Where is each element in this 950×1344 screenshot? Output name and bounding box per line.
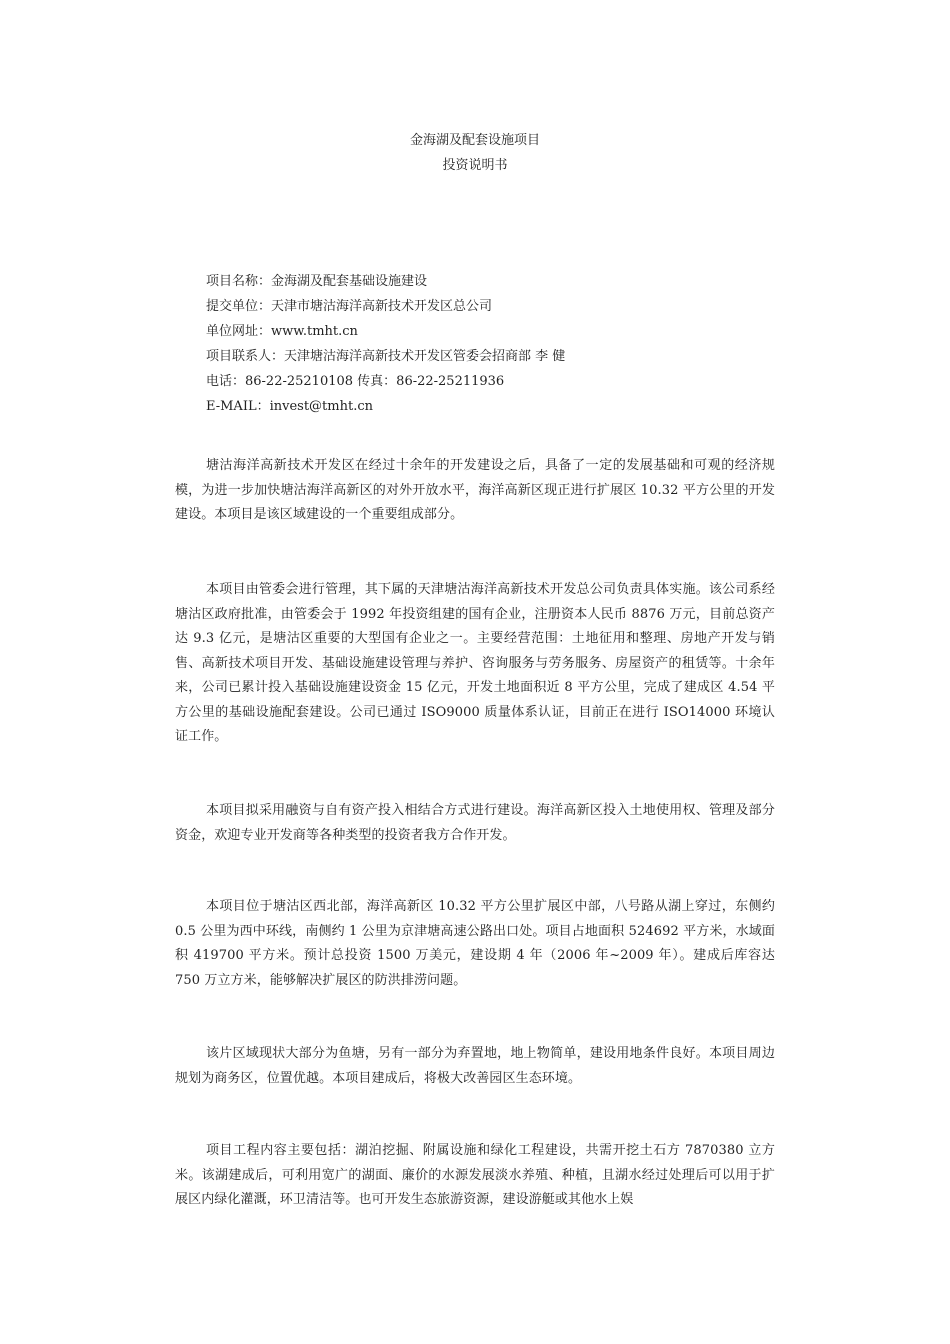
paragraph-financing-mode: 本项目拟采用融资与自有资产投入相结合方式进行建设。海洋高新区投入土地使用权、管理及部分资金，欢迎专业开发商等各种类型的投资者我方合作开发。 [175, 803, 775, 843]
paragraph-engineering-content: 项目工程内容主要包括：湖泊挖掘、附属设施和绿化工程建设，共需开挖土石方 7870380 立方米。该湖建成后，可利用宽广的湖面、廉价的水源发展淡水养殖、种植，且湖水经过处理后可以用于扩展区内绿化灌溉，环卫清洁等。也可开发生态旅游资源，建设游艇或其他水上娱 [175, 1143, 775, 1207]
title-line-1: 金海湖及配套设施项目 [409, 133, 540, 148]
info-contact-person: 项目联系人：天津塘沽海洋高新技术开发区管委会招商部 李 健 [206, 349, 566, 364]
paragraph-site-condition: 该片区域现状大部分为鱼塘，另有一部分为弃置地，地上物简单，建设用地条件良好。本项目周边规划为商务区，位置优越。本项目建成后，将极大改善园区生态环境。 [175, 1046, 775, 1086]
info-submitting-unit: 提交单位：天津市塘沽海洋高新技术开发区总公司 [206, 299, 493, 314]
paragraph-company-profile: 本项目由管委会进行管理，其下属的天津塘沽海洋高新技术开发总公司负责具体实施。该公司系经塘沽区政府批准，由管委会于 1992 年投资组建的国有企业，注册资本人民币 8876 万元，目前总资产达 9.3 亿元，是塘沽区重要的大型国有企业之一。主要经营范围：土地征用和整理、房地产开发与销售、高新技术项目开发、基础设施建设管理与养护、咨询服务与劳务服务、房屋资产的租赁等。十余年来，公司已累计投入基础设施建设资金 15 亿元，开发土地面积近 8 平方公里，完成了建成区 4.54 平方公里的基础设施配套建设。公司已通过 ISO9000 质量体系认证，目前正在进行 ISO14000 环境认证工作。 [175, 582, 775, 744]
info-website: 单位网址：www.tmht.cn [206, 324, 358, 339]
title-line-2: 投资说明书 [442, 158, 508, 173]
document-title [0, 128, 950, 178]
info-phone-fax: 电话：86-22-25210108 传真：86-22-25211936 [206, 374, 505, 389]
info-project-name: 项目名称：金海湖及配套基础设施建设 [206, 274, 428, 289]
paragraph-project-location: 本项目位于塘沽区西北部，海洋高新区 10.32 平方公里扩展区中部，八号路从湖上穿过，东侧约 0.5 公里为西中环线，南侧约 1 公里为京津塘高速公路出口处。项目占地面积 524692 平方米，水域面积 419700 平方米。预计总投资 1500 万美元，建设期 4 年（2006 年~2009 年）。建成后库容达 750 万立方米，能够解决扩展区的防洪排涝问题。 [175, 899, 775, 988]
paragraph-development-background: 塘沽海洋高新技术开发区在经过十余年的开发建设之后，具备了一定的发展基础和可观的经济规模，为进一步加快塘沽海洋高新区的对外开放水平，海洋高新区现正进行扩展区 10.32 平方公里的开发建设。本项目是该区域建设的一个重要组成部分。 [175, 458, 775, 522]
info-email: E-MAIL：invest@tmht.cn [206, 399, 373, 414]
project-info [206, 269, 786, 419]
